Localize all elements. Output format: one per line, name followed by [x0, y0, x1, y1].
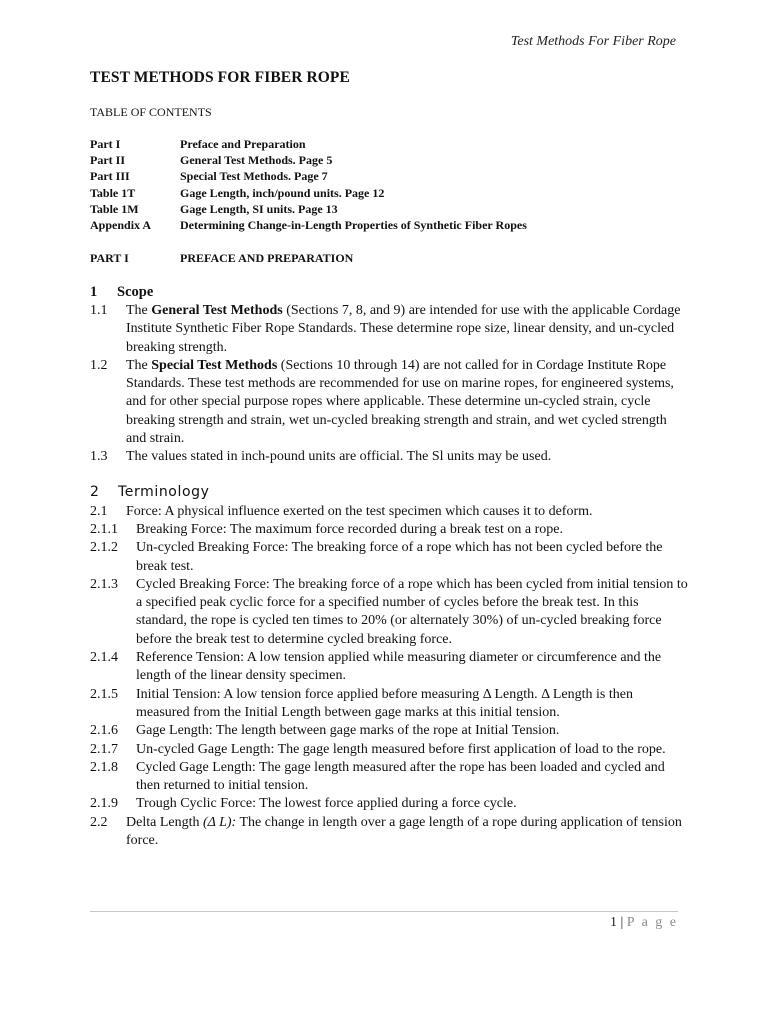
- list-item: [90, 302, 690, 357]
- item-number: 1.2: [90, 357, 108, 373]
- section-number: 1: [90, 284, 98, 300]
- section-title: Terminology: [118, 483, 210, 500]
- list-item: [90, 722, 690, 740]
- toc-heading: TABLE OF CONTENTS: [90, 105, 212, 119]
- list-item: [90, 539, 690, 576]
- item-number: 2.1.5: [90, 686, 118, 702]
- toc-key: Part II: [90, 153, 125, 168]
- item-number: 2.1.9: [90, 796, 118, 812]
- item-number: 1.1: [90, 303, 108, 318]
- toc-key: Part III: [90, 169, 130, 184]
- list-item: [90, 759, 690, 796]
- toc-key: Table 1M: [90, 201, 139, 216]
- item-number: 2.1.8: [90, 759, 118, 775]
- item-text: Force: A physical influence exerted on the test specimen which causes it to deform.: [126, 503, 593, 519]
- section-1-heading: [90, 282, 690, 302]
- list-item: [90, 448, 690, 466]
- list-item: [90, 814, 690, 851]
- list-item: [90, 741, 690, 759]
- item-text: Gage Length: The length between gage marks of the rope at Initial Tension.: [136, 723, 560, 739]
- toc-key: Appendix A: [90, 217, 152, 232]
- part-key: PART I: [90, 251, 129, 265]
- list-item: [90, 503, 690, 521]
- list-item: [90, 795, 690, 813]
- page-separator: |: [620, 915, 624, 930]
- toc-row: [90, 186, 690, 202]
- toc-value: General Test Methods. Page 5: [180, 153, 333, 168]
- toc-key: Part I: [90, 137, 121, 151]
- item-text: The General Test Methods (Sections 7, 8, and 9) are intended for use with the applicable Cordage Institute Synthetic Fiber Rope Standards. These determine rope size, linear density, and un-cycled breaking strength.: [126, 303, 681, 355]
- item-number: 2.1.4: [90, 650, 118, 666]
- part-heading: [90, 251, 690, 266]
- item-text: The Special Test Methods (Sections 10 through 14) are not called for in Cordage Institute Rope Standards. These test methods are recommended for use on marine ropes, for engineered systems, and for other special purpose ropes where applicable. These determine un-cycled strain, cycle breaking strength and strain, wet un-cycled breaking strength and strain, and wet cycled strength and strain.: [126, 357, 674, 447]
- footer-page-number: [610, 915, 678, 931]
- toc-value: Determining Change-in-Length Properties of Synthetic Fiber Ropes: [180, 217, 527, 232]
- item-text: Initial Tension: A low tension force applied before measuring Δ Length. Δ Length is then measured from the Initial Length between gage marks at this initial tension.: [136, 686, 633, 720]
- item-text: Trough Cyclic Force: The lowest force applied during a force cycle.: [136, 796, 517, 812]
- bold-term: Special Test Methods: [151, 357, 278, 373]
- toc-key: Table 1T: [90, 185, 136, 200]
- running-header: Test Methods For Fiber Rope: [510, 34, 676, 49]
- list-item: [90, 357, 690, 448]
- item-number: 2.2: [90, 814, 108, 830]
- item-text: The values stated in inch-pound units are official. The Sl units may be used.: [126, 449, 552, 465]
- toc-value: Special Test Methods. Page 7: [180, 169, 328, 184]
- bold-term: General Test Methods: [151, 303, 283, 318]
- italic-term: (Δ L):: [202, 814, 237, 830]
- toc-value: Gage Length, SI units. Page 13: [180, 201, 338, 216]
- item-number: 2.1.7: [90, 741, 118, 757]
- section-title: Scope: [117, 284, 154, 300]
- item-text: Un-cycled Breaking Force: The breaking force of a rope which has not been cycled before the break test.: [136, 540, 663, 574]
- toc-value: Gage Length, inch/pound units. Page 12: [180, 185, 385, 200]
- toc-row: [90, 202, 690, 218]
- item-text: Delta Length (Δ L): The change in length over a gage length of a rope during application of tension force.: [126, 814, 682, 849]
- table-of-contents: [90, 137, 690, 234]
- item-number: 2.1.2: [90, 540, 118, 556]
- toc-row: [90, 169, 690, 185]
- item-number: 1.3: [90, 449, 108, 465]
- list-item: [90, 521, 690, 539]
- page-number: 1: [609, 915, 617, 930]
- item-text: Cycled Gage Length: The gage length measured after the rope has been loaded and cycled and then returned to initial tension.: [136, 759, 665, 794]
- list-item: [90, 649, 690, 686]
- section-number: 2: [90, 483, 100, 500]
- part-title: PREFACE AND PREPARATION: [180, 251, 354, 265]
- toc-row: [90, 137, 690, 153]
- item-text: Un-cycled Gage Length: The gage length measured before first application of load to the rope.: [136, 741, 666, 757]
- toc-row: [90, 218, 690, 234]
- toc-value: Preface and Preparation: [180, 137, 306, 151]
- page-label: P a g e: [626, 915, 678, 930]
- list-item: [90, 576, 690, 649]
- item-number: 2.1.3: [90, 576, 118, 592]
- document-title: TEST METHODS FOR FIBER ROPE: [90, 69, 350, 86]
- item-text: Reference Tension: A low tension applied while measuring diameter or circumference and the length of the linear density specimen.: [136, 650, 662, 684]
- toc-row: [90, 153, 690, 169]
- footer-divider: [90, 911, 678, 912]
- section-2-heading: [90, 481, 690, 503]
- body-text: [90, 282, 690, 850]
- item-number: 2.1.1: [90, 521, 118, 537]
- item-number: 2.1.6: [90, 723, 118, 739]
- item-text: Cycled Breaking Force: The breaking force of a rope which has been cycled from initial tension to a specified peak cyclic force for a specified number of cycles before the break test. In this standard, the rope is cycled ten times to 20% (or alternately 30%) of un-cycled breaking force before the break test to determine cycled breaking force.: [136, 576, 688, 647]
- list-item: [90, 686, 690, 723]
- item-text: Breaking Force: The maximum force recorded during a break test on a rope.: [136, 521, 563, 537]
- item-number: 2.1: [90, 503, 108, 519]
